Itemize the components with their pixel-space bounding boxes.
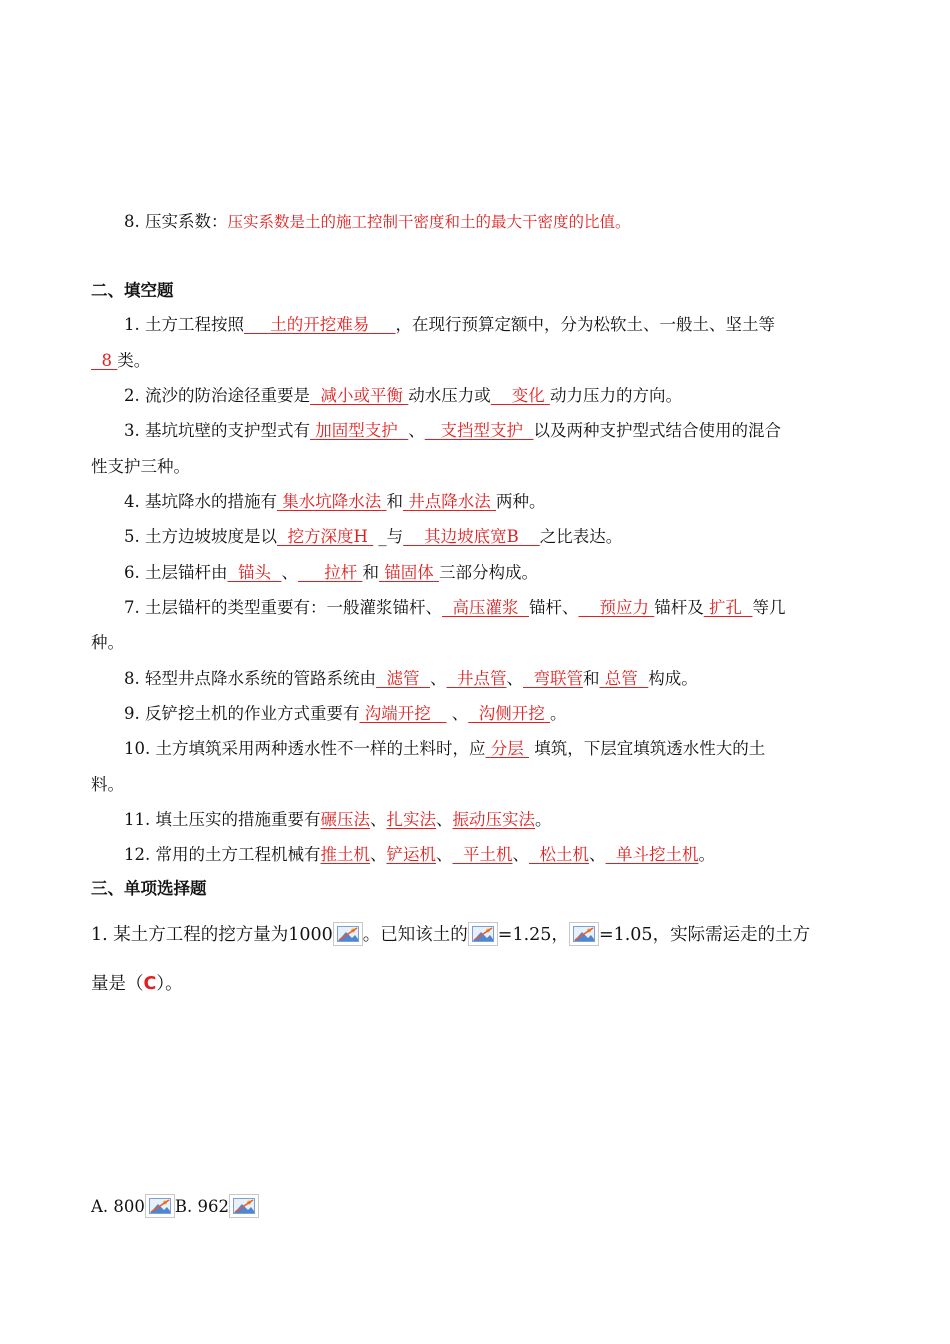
fill-question-3: 3. 基坑坑壁的支护型式有 加固型支护 、 支挡型支护 以及两种支护型式结合使用的混合: [124, 421, 781, 440]
option-b: B. 962: [174, 1197, 230, 1216]
answer-blank: 碾压法: [320, 810, 370, 829]
broken-image-icon: [468, 922, 498, 946]
choice-answer: C: [143, 974, 157, 994]
answer-blank: 高压灌浆: [452, 598, 519, 617]
answer-blank: 分层: [490, 739, 524, 758]
fill-question-4: 4. 基坑降水的措施有 集水坑降水法 和 井点降水法 两种。: [124, 492, 546, 511]
fill-question-1-cont: 8 类。: [0, 349, 950, 373]
answer-blank: 减小或平衡: [320, 386, 403, 405]
answer-blank: 集水坑降水法: [282, 492, 382, 511]
answer-blank: 变化: [511, 386, 545, 405]
fill-question-10-cont: 料。: [91, 775, 124, 794]
fill-question-6: 6. 土层锚杆由 锚头 、 拉杆 和 锚固体 三部分构成。: [124, 563, 538, 582]
answer-blank: 平土机: [463, 845, 513, 864]
section-heading-single-choice: 三、单项选择题: [91, 879, 207, 898]
definition-answer: 压实系数是土的施工控制干密度和土的最大干密度的比值。: [227, 213, 631, 231]
answer-blank: 土的开挖难易: [270, 315, 370, 334]
fill-question-9: 9. 反铲挖土机的作业方式重要有 沟端开挖 、 沟侧开挖 。: [124, 704, 567, 723]
broken-image-icon: [145, 1194, 175, 1218]
answer-blank: 8: [101, 351, 112, 370]
fill-question-2: 2. 流沙的防治途径重要是 减小或平衡 动水压力或 变化 动力压力的方向。: [124, 386, 682, 405]
fill-question-5: 5. 土方边坡坡度是以 挖方深度H _与 其边坡底宽B 之比表达。: [124, 527, 623, 546]
answer-blank: 松土机: [539, 845, 589, 864]
answer-blank: 挖方深度H: [287, 527, 368, 546]
fill-question-11: 11. 填土压实的措施重要有碾压法、扎实法、振动压实法。: [124, 810, 552, 829]
answer-blank: 预应力: [599, 598, 649, 617]
definition-label: 8. 压实系数：: [124, 212, 228, 231]
fill-question-7: 7. 土层锚杆的类型重要有：一般灌浆锚杆、 高压灌浆 锚杆、 预应力 锚杆及 扩孔 等几: [124, 598, 786, 617]
answer-blank: 弯联管: [533, 669, 583, 688]
fill-question-1: 1. 土方工程按照 土的开挖难易 ，在现行预算定额中，分为松软土、一般土、坚土等: [124, 315, 775, 334]
answer-blank: 支挡型支护: [440, 421, 523, 440]
fill-question-10: 10. 土方填筑采用两种透水性不一样的土料时，应 分层 填筑，下层宜填筑透水性大的土: [124, 739, 766, 758]
answer-blank: 其边坡底宽B: [424, 527, 519, 546]
answer-blank: 沟端开挖: [364, 704, 431, 723]
definition-item: [0, 210, 950, 234]
broken-image-icon: [569, 922, 599, 946]
answer-blank: 井点管: [457, 669, 507, 688]
fill-question-12: 12. 常用的土方工程机械有推土机、铲运机、 平土机、 松土机、 单斗挖土机。: [124, 845, 715, 864]
answer-blank: 加固型支护: [315, 421, 398, 440]
fill-question-3-cont: 性支护三种。: [91, 457, 190, 476]
answer-blank: 振动压实法: [452, 810, 535, 829]
answer-blank: 锚固体: [384, 563, 434, 582]
option-a: A. 800: [91, 1197, 145, 1216]
broken-image-icon: [333, 922, 363, 946]
answer-blank: 井点降水法: [408, 492, 491, 511]
answer-blank: 扩孔: [708, 598, 742, 617]
choice-options: [0, 1194, 950, 1219]
answer-blank: 沟侧开挖: [478, 704, 545, 723]
answer-blank: 总管: [604, 669, 638, 688]
answer-blank: 铲运机: [386, 845, 436, 864]
answer-blank: 锚头: [238, 563, 271, 582]
choice-question-1-cont: 量是（C）。: [91, 974, 183, 994]
broken-image-icon: [229, 1194, 259, 1218]
answer-blank: 拉杆: [324, 563, 358, 582]
fill-question-7-cont: 种。: [91, 633, 124, 652]
answer-blank: 单斗挖土机: [616, 845, 699, 864]
fill-question-8: 8. 轻型井点降水系统的管路系统由 滤管 、 井点管、 弯联管和 总管 构成。: [124, 669, 698, 688]
answer-blank: 滤管: [386, 669, 420, 688]
answer-blank: 扎实法: [386, 810, 436, 829]
choice-question-1: 1. 某土方工程的挖方量为1000 。已知该土的 =1.25， =1.05，实际需运走的土方: [0, 922, 950, 947]
section-heading-fill-blank: 二、填空题: [91, 281, 174, 300]
answer-blank: 推土机: [320, 845, 370, 864]
